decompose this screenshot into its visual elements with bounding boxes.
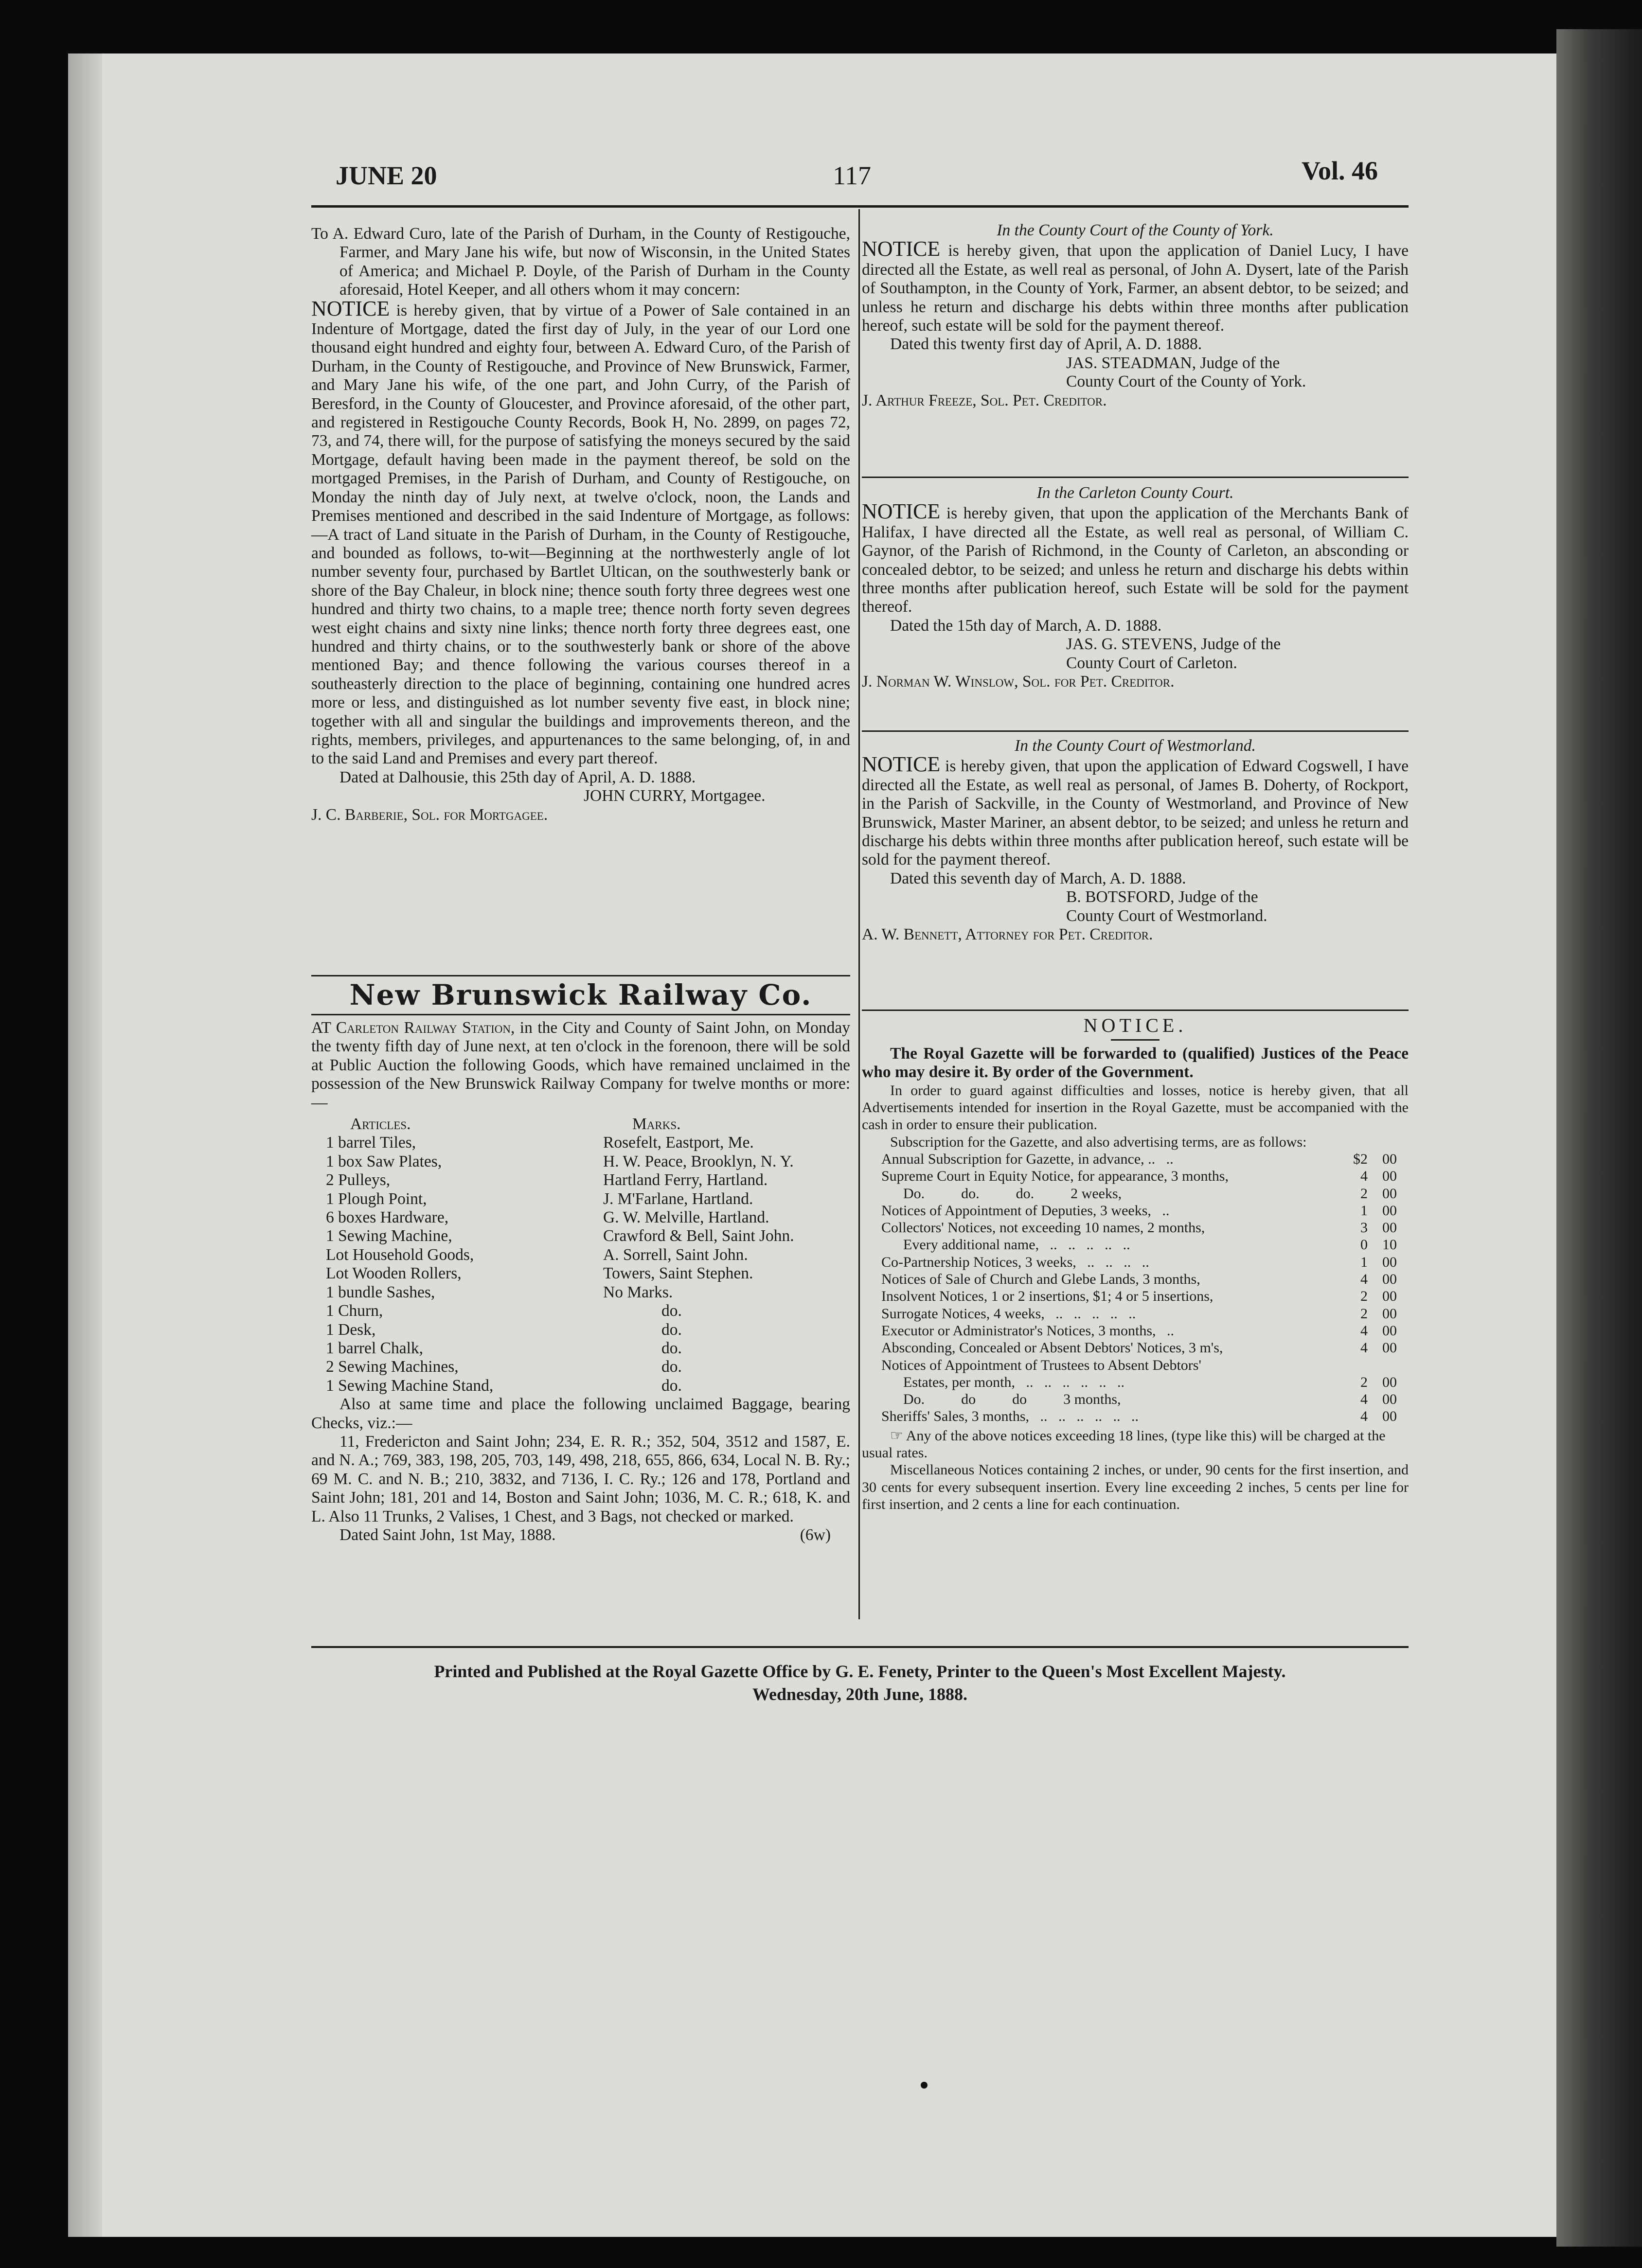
- rate-dollars: $2: [1353, 1151, 1368, 1167]
- notice-word: NOTICE: [311, 296, 390, 320]
- rate-item: Do. do do 3 months,: [881, 1391, 1121, 1408]
- goods-row: [326, 1283, 794, 1302]
- rate-item: Notices of Appointment of Deputies, 3 weeks, ..: [881, 1202, 1170, 1219]
- goods-article: 1 Desk,: [326, 1320, 376, 1339]
- goods-article: 1 Sewing Machine Stand,: [326, 1376, 494, 1395]
- goods-mark: Hartland Ferry, Hartland.: [603, 1171, 768, 1189]
- page-number: 117: [833, 161, 871, 190]
- goods-row: [326, 1264, 794, 1283]
- rate-cents: 00: [1382, 1391, 1397, 1408]
- section-rule: [311, 975, 850, 976]
- rate-dollars: 1: [1360, 1254, 1368, 1270]
- rate-cents: 00: [1382, 1408, 1397, 1425]
- rate-row: [881, 1185, 1397, 1202]
- mortgage-signer: JOHN CURRY, Mortgagee.: [584, 787, 766, 805]
- mortgage-solicitor: J. C. Barberie, Sol. for Mortgagee.: [311, 805, 548, 824]
- railway-notice: [311, 1019, 850, 1544]
- rate-dollars: 3: [1360, 1220, 1368, 1236]
- rate-item: Insolvent Notices, 1 or 2 insertions, $1; 4 or 5 insertions,: [881, 1288, 1214, 1305]
- notice-heading-rule: [1111, 1039, 1160, 1041]
- railway-code: (6w): [800, 1525, 831, 1544]
- mortgage-dated: Dated at Dalhousie, this 25th day of April, A. D. 1888.: [339, 768, 696, 786]
- book-spine: [1556, 29, 1642, 2247]
- railway-intro-lead: AT Carleton Railway Station,: [311, 1019, 515, 1037]
- rate-row: [881, 1339, 1397, 1356]
- goods-mark: do.: [661, 1302, 682, 1320]
- goods-table: [326, 1115, 794, 1395]
- goods-mark: do.: [661, 1376, 682, 1395]
- rate-cents: 00: [1382, 1202, 1397, 1219]
- notice-word: NOTICE: [862, 237, 941, 261]
- header-rule: [311, 205, 1409, 208]
- goods-row: [326, 1171, 794, 1189]
- articles-header: Articles.: [350, 1115, 411, 1134]
- rate-row: [881, 1271, 1397, 1288]
- goods-mark: do.: [661, 1339, 682, 1357]
- gazette-notice: [862, 1014, 1409, 1513]
- goods-article: 1 Churn,: [326, 1302, 383, 1320]
- notice-p5: Miscellaneous Notices containing 2 inches, or under, 90 cents for the first insertion, and 30 cents for every subsequent insertion. Every line exceeding 2 inches, 5 cents per line for first insertion, and 2 cents a line for each continuation.: [862, 1462, 1409, 1512]
- baggage-intro: Also at same time and place the following unclaimed Baggage, bearing Checks, viz.:—: [311, 1395, 850, 1432]
- westmorland-notice: [862, 737, 1409, 944]
- rate-cents: 00: [1382, 1220, 1397, 1236]
- issue-date: JUNE 20: [336, 161, 437, 190]
- goods-mark: do.: [661, 1358, 682, 1376]
- rate-item: Do. do. do. 2 weeks,: [881, 1185, 1122, 1202]
- mortgage-body: is hereby given, that by virtue of a Power of Sale contained in an Indenture of Mortgage, dated the first day of July, in the year of our Lord one thousand eight hundred and eighty four, between A. Edward Curo, of the Parish of Durham, in the County of Restigouche, and Province of New Brunswick, Farmer, and Mary Jane his wife, of the one part, and John Curry, of the Parish of Beresford, in the County of Gloucester, and Province aforesaid, of the other part, and registered in Restigouche County Records, Book H, No. 2899, on pages 72, 73, and 74, there will, for the purpose of satisfying the moneys secured by the said Mortgage, default having been made in the payment thereof, be sold on the mortgaged Premises, in the Parish of Durham, and County of Restigouche, on Monday the ninth day of July next, at twelve o'clock, noon, the Lands and Premises mentioned and described in the said Indenture of Mortgage, as follows:—A tract of Land situate in the Parish of Durham, in the County of Restigouche, and bounded as follows, to-wit—Beginning at the northwesterly angle of lot number seventy four, purchased by Bartlet Ultican, on the southwesterly bank or shore of the Bay Chaleur, in block nine; thence south forty three degrees west one hundred and thirty two chains, to a maple tree; thence north forty seven degrees west eight chains and sixty nine links; thence north forty three degrees east, one hundred and thirty chains, or to the southwesterly bank or shore of the above mentioned Bay; and thence following the various courses thereof in a southeasterly direction to the place of beginning, containing one hundred acres more or less, and distinguished as lot number seventy five east, in block nine; together with all and singular the buildings and improvements thereon, and the rights, members, privileges, and appurtenances to the same belonging, of, in and to the said Land and Premises and every part thereof.: [311, 301, 851, 768]
- baggage-checks: 11, Fredericton and Saint John; 234, E. R. R.; 352, 504, 3512 and 1587, E. and N. A.; 769, 383, 198, 205, 703, 149, 498, 218, 655, 866, 634, Local N. B. Ry.; 69 M. C. and N. B.; 210, 3832, and 7136, I. C. Ry.; 126 and 178, Portland and Saint John; 181, 201 and 14, Boston and Saint John; 1036, M. C. R.; 618, K. and L. Also 11 Trunks, 2 Valises, 1 Chest, and 3 Bags, not checked or marked.: [311, 1432, 850, 1525]
- rate-cents: 00: [1382, 1168, 1397, 1185]
- carleton-solicitor: J. Norman W. Winslow, Sol. for Pet. Creditor.: [862, 673, 1175, 691]
- westmorland-dated: Dated this seventh day of March, A. D. 1888.: [890, 869, 1186, 887]
- york-heading: In the County Court of the County of York.: [997, 221, 1274, 239]
- rate-dollars: 4: [1360, 1168, 1368, 1185]
- rates-table: [881, 1151, 1397, 1425]
- rate-row: [881, 1168, 1397, 1185]
- railway-intro: in the City and County of Saint John, on Monday the twenty fifth day of June next, at ten o'clock in the forenoon, there will be sold at Public Auction the following Goods, which have remained unclaimed in the possession of the New Brunswick Railway Company for twelve months or more:—: [311, 1019, 850, 1112]
- notice-p3: Subscription for the Gazette, and also advertising terms, are as follows:: [890, 1134, 1307, 1150]
- rate-row: [881, 1391, 1397, 1408]
- york-judge: JAS. STEADMAN, Judge of the: [1066, 354, 1280, 372]
- page-stack-edge: [68, 53, 102, 2237]
- york-body: is hereby given, that upon the application of Daniel Lucy, I have directed all the Estate, as well real as personal, of John A. Dysert, late of the Parish of Southampton, in the County of York, Farmer, an absent debtor, to be seized; and unless he return and discharge his debts within three months after publication hereof, such estate will be sold for the payment thereof.: [862, 242, 1409, 335]
- rate-dollars: 2: [1360, 1305, 1368, 1322]
- rate-item: Absconding, Concealed or Absent Debtors' Notices, 3 m's,: [881, 1340, 1223, 1356]
- goods-row: [326, 1339, 794, 1358]
- rate-row: [881, 1305, 1397, 1322]
- westmorland-heading: In the County Court of Westmorland.: [1015, 737, 1256, 755]
- rate-dollars: 0: [1360, 1237, 1368, 1253]
- goods-row: [326, 1152, 794, 1171]
- goods-mark: G. W. Melville, Hartland.: [603, 1208, 769, 1227]
- rate-row: [881, 1374, 1397, 1391]
- notice-word: NOTICE: [862, 499, 941, 524]
- rate-row: [881, 1254, 1397, 1271]
- rate-cents: 00: [1382, 1271, 1397, 1288]
- goods-mark: H. W. Peace, Brooklyn, N. Y.: [603, 1152, 794, 1170]
- rate-item: Co-Partnership Notices, 3 weeks, .. .. .. ..: [881, 1254, 1149, 1270]
- westmorland-court: County Court of Westmorland.: [1066, 906, 1267, 925]
- goods-article: 6 boxes Hardware,: [326, 1208, 449, 1227]
- section-rule: [862, 477, 1409, 478]
- rate-cents: 00: [1382, 1254, 1397, 1270]
- rate-cents: 00: [1382, 1151, 1397, 1167]
- goods-article: 2 Sewing Machines,: [326, 1358, 459, 1376]
- rate-item: Notices of Appointment of Trustees to Absent Debtors': [881, 1357, 1201, 1373]
- rate-row: [881, 1357, 1397, 1374]
- page-dot: [921, 2082, 928, 2089]
- goods-row: [326, 1321, 794, 1339]
- section-rule: [862, 730, 1409, 732]
- goods-article: 1 Sewing Machine,: [326, 1227, 452, 1245]
- rate-item: Every additional name, .. .. .. .. ..: [881, 1237, 1130, 1253]
- footer-rule: [311, 1646, 1409, 1648]
- rate-row: [881, 1288, 1397, 1305]
- rate-cents: 00: [1382, 1340, 1397, 1356]
- westmorland-judge: B. BOTSFORD, Judge of the: [1066, 888, 1258, 906]
- carleton-dated: Dated the 15th day of March, A. D. 1888.: [890, 616, 1162, 635]
- goods-article: 1 barrel Chalk,: [326, 1339, 424, 1357]
- goods-row: [326, 1246, 794, 1264]
- goods-row: [326, 1302, 794, 1320]
- rate-item: Sheriffs' Sales, 3 months, .. .. .. .. .. ..: [881, 1408, 1139, 1425]
- rate-cents: [1368, 1357, 1397, 1374]
- carleton-judge: JAS. G. STEVENS, Judge of the: [1066, 635, 1281, 654]
- rate-row: [881, 1202, 1397, 1219]
- rate-row: [881, 1219, 1397, 1236]
- rate-cents: 00: [1382, 1305, 1397, 1322]
- notice-p1: The Royal Gazette will be forwarded to (qualified) Justices of the Peace who may desire it. By order of the Government.: [862, 1045, 1409, 1081]
- rate-item: Collectors' Notices, not exceeding 10 names, 2 months,: [881, 1220, 1205, 1236]
- goods-article: Lot Household Goods,: [326, 1245, 474, 1264]
- section-rule: [311, 1014, 850, 1015]
- rate-cents: 00: [1382, 1185, 1397, 1202]
- rate-row: [881, 1322, 1397, 1339]
- rate-dollars: 4: [1360, 1271, 1368, 1288]
- goods-row: [326, 1208, 794, 1227]
- section-rule: [862, 1010, 1409, 1011]
- goods-row: [326, 1134, 794, 1152]
- railway-title: New Brunswick Railway Co.: [349, 978, 812, 1011]
- goods-article: 2 Pulleys,: [326, 1171, 391, 1189]
- rate-dollars: [1343, 1357, 1368, 1374]
- carleton-notice: [862, 484, 1409, 691]
- rate-row: [881, 1236, 1397, 1253]
- westmorland-body: is hereby given, that upon the application of Edward Cogswell, I have directed all the Estate, as well real as personal, of James B. Doherty, of Rockport, in the Parish of Sackville, in the County of Westmorland, and Province of New Brunswick, Master Mariner, an absent debtor, to be seized; and unless he return and discharge his debts within three months after publication hereof, such estate will be sold for the payment thereof.: [862, 757, 1409, 869]
- rate-item: Estates, per month, .. .. .. .. .. ..: [881, 1374, 1124, 1390]
- goods-mark: Crawford & Bell, Saint John.: [603, 1227, 794, 1245]
- goods-mark: do.: [661, 1320, 682, 1339]
- carleton-court: County Court of Carleton.: [1066, 654, 1237, 672]
- goods-article: 1 Plough Point,: [326, 1189, 427, 1208]
- rate-cents: 00: [1382, 1374, 1397, 1390]
- goods-mark: Rosefelt, Eastport, Me.: [603, 1134, 754, 1152]
- york-notice: [862, 221, 1409, 410]
- goods-row: [326, 1227, 794, 1245]
- goods-row: [326, 1377, 794, 1395]
- mortgage-notice: [311, 225, 850, 824]
- goods-article: 1 box Saw Plates,: [326, 1152, 442, 1170]
- goods-mark: No Marks.: [603, 1283, 673, 1301]
- notice-p4: Any of the above notices exceeding 18 lines, (type like this) will be charged at the usual rates.: [862, 1427, 1386, 1461]
- rate-row: [881, 1408, 1397, 1425]
- rate-cents: 00: [1382, 1322, 1397, 1339]
- notice-word: NOTICE: [862, 752, 941, 777]
- goods-article: 1 bundle Sashes,: [326, 1283, 435, 1301]
- rate-cents: 00: [1382, 1288, 1397, 1305]
- mortgage-address: To A. Edward Curo, late of the Parish of Durham, in the County of Restigouche, Farmer, and Mary Jane his wife, but now of Wisconsin, in the United States of America; and Michael P. Doyle, of the Parish of Durham in the County aforesaid, Hotel Keeper, and all others whom it may concern:: [311, 225, 850, 299]
- rate-dollars: 2: [1360, 1374, 1368, 1390]
- column-divider: [858, 209, 860, 1619]
- notice-heading: NOTICE.: [1083, 1014, 1187, 1036]
- goods-article: Lot Wooden Rollers,: [326, 1264, 462, 1283]
- rate-item: Surrogate Notices, 4 weeks, .. .. .. .. ..: [881, 1305, 1136, 1322]
- goods-row: [326, 1358, 794, 1376]
- rate-dollars: 2: [1360, 1185, 1368, 1202]
- rate-item: Annual Subscription for Gazette, in advance, .. ..: [881, 1151, 1174, 1167]
- rate-row: [881, 1151, 1397, 1168]
- imprint-date: Wednesday, 20th June, 1888.: [752, 1684, 968, 1704]
- railway-dated: Dated Saint John, 1st May, 1888.: [339, 1525, 556, 1544]
- rate-item: Executor or Administrator's Notices, 3 months, ..: [881, 1322, 1174, 1339]
- imprint-line: Printed and Published at the Royal Gazette Office by G. E. Fenety, Printer to the Queen's Most Excellent Majesty.: [434, 1662, 1286, 1681]
- york-court: County Court of the County of York.: [1066, 372, 1306, 391]
- rate-item: Supreme Court in Equity Notice, for appearance, 3 months,: [881, 1168, 1229, 1185]
- notice-p2: In order to guard against difficulties and losses, notice is hereby given, that all Advertisements intended for insertion in the Royal Gazette, must be accompanied with the cash in order to ensure their publication.: [862, 1082, 1409, 1133]
- goods-mark: J. M'Farlane, Hartland.: [603, 1189, 753, 1208]
- york-dated: Dated this twenty first day of April, A. D. 1888.: [890, 335, 1202, 354]
- pointing-hand-icon: ☞: [890, 1427, 903, 1444]
- rate-dollars: 4: [1360, 1408, 1368, 1425]
- goods-mark: A. Sorrell, Saint John.: [603, 1245, 748, 1264]
- volume-label: Vol. 46: [1302, 156, 1378, 185]
- rate-cents: 10: [1382, 1237, 1397, 1253]
- york-solicitor: J. Arthur Freeze, Sol. Pet. Creditor.: [862, 391, 1107, 409]
- rate-dollars: 4: [1360, 1340, 1368, 1356]
- rate-dollars: 4: [1360, 1322, 1368, 1339]
- rate-dollars: 1: [1360, 1202, 1368, 1219]
- carleton-heading: In the Carleton County Court.: [1036, 484, 1234, 502]
- goods-mark: Towers, Saint Stephen.: [603, 1264, 753, 1283]
- rate-item: Notices of Sale of Church and Glebe Lands, 3 months,: [881, 1271, 1200, 1288]
- goods-row: [326, 1190, 794, 1208]
- rate-dollars: 4: [1360, 1391, 1368, 1408]
- marks-header: Marks.: [632, 1115, 681, 1134]
- carleton-body: is hereby given, that upon the application of the Merchants Bank of Halifax, I have directed all the Estate, as well real as personal, of William C. Gaynor, of the Parish of Richmond, in the County of Carleton, an absconding or concealed debtor, to be seized; and unless he return and discharge his debts within three months after publication hereof, such Estate will be sold for the payment thereof.: [862, 504, 1409, 616]
- goods-article: 1 barrel Tiles,: [326, 1134, 416, 1152]
- rate-dollars: 2: [1360, 1288, 1368, 1305]
- westmorland-solicitor: A. W. Bennett, Attorney for Pet. Creditor.: [862, 925, 1153, 944]
